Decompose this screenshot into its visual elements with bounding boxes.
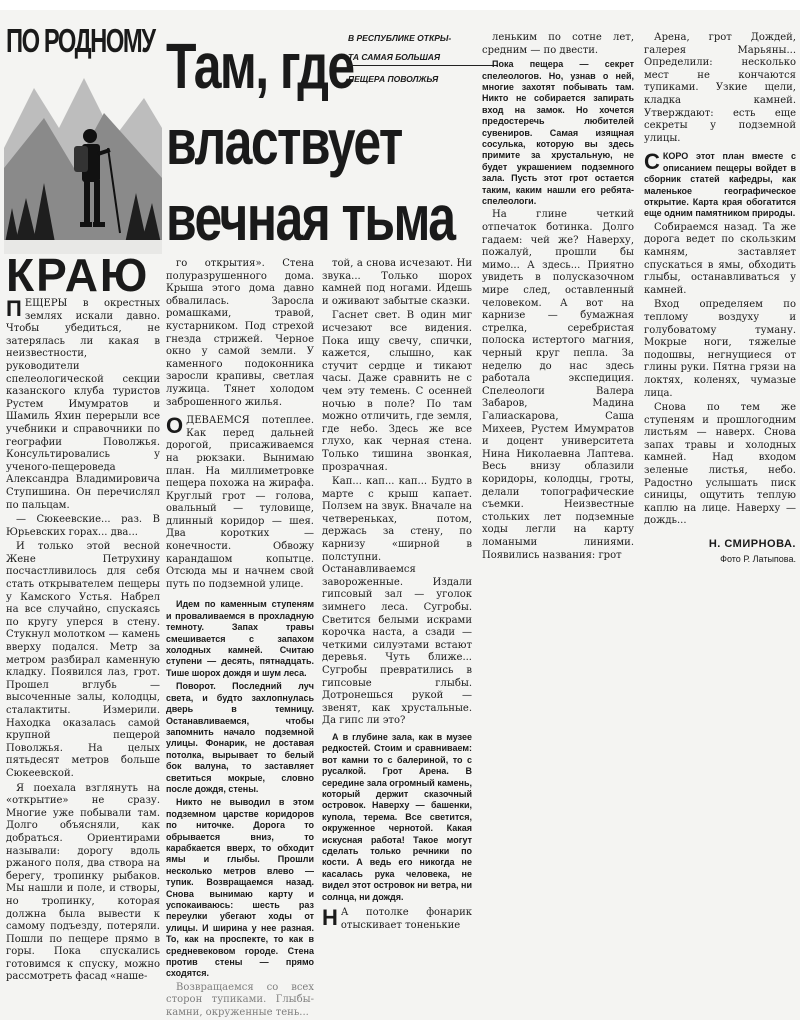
dropcap-p: П (6, 296, 22, 321)
col3-paragraph-1: той, а снова исчезают. Ни звука... Только шорох камней под ногами. Идешь и оживают забытые сказки. (322, 258, 472, 307)
col4-bold-1: Пока пещера — секрет спелеологов. Но, узнав о ней, многие захотят побывать там. Никто не собирается запирать вход на замок. Но хочется предостеречь любителей сувениров. Самая изящная сосулька, которую вы здесь примите за хрустальную, не будет украшением подземного зала. Пусть этот грот остается таким, каким нашли его ребята-спелеологи. (482, 59, 634, 207)
col3-paragraph-2: Гаснет свет. В один миг исчезают все видения. Пока ищу свечу, спички, кажется, слышно, как стучит сердце и тикают часы. Даже сравнить не с чем эту темень. С осенней ночью в поле? По там можно отличить, где земля, где небо. Здесь же все глухо, как черная стена. Только тишина звонкая, прозрачная. (322, 310, 472, 473)
author-signature: Н. СМИРНОВА. (708, 538, 796, 551)
kicker-line-3: ПЕЩЕРА ПОВОЛЖЬЯ (348, 74, 439, 84)
col2-paragraph-2: ДЕВАЕМСЯ потеплее. Как перед дальней дорогой, присаживаемся на рюкзаки. Вынимаю план. На миллиметровке пещера похожа на жирафа. Круглый грот — голова, овальный — туловище, длинный коридор — шея. Два коротких — конечности. Обвожу карандашом копытце. Отсюда мы и начнем свой путь по подземной улице. (166, 415, 314, 590)
col2-bold-block (166, 599, 314, 979)
col3-paragraph-4: А потолке фонарик отыскивает тоненькие (340, 907, 472, 931)
headline-line-1: Там, где (166, 30, 354, 102)
headline-line-2: властвует (166, 106, 402, 178)
col1-paragraph-1: ЕЩЕРЫ в окрестных землях искали давно. Чтобы убедиться, не затерялась ли какая в неизвестности, руководители спелеологической секции казанского клуба туристов Рустем Имумратов и Шамиль Яхин перерыли все учебники и справочники по географии Поволжья. Консультировались у ученого-пещероведа Александра Владимировича Ступишина. Он перечислял по пальцам. (6, 298, 160, 511)
kicker (348, 33, 498, 93)
col1-paragraph-4: Я поехала взглянуть на «открытие» не сразу. Многие уже побывали там. Долго объясняли, как добраться. Ориентирами называли: дорогу вдоль ржаного поля, два створа на берегу, тропинку рыбаков. Мы нашли и поле, и створы, но тропинку, которая должна была вывести к самому подъезду, потеряли. Пошли по пещере прямо в горы. Пока спускались готовимся к спуску, можно рассмотреть фасад «наше- (6, 782, 160, 983)
col3-bold-block (322, 732, 472, 903)
col5-bold-1: КОРО этот план вместе с описанием пещеры войдет в сборник статей кафедры, как маленькое географическое открытие. Карта края обогатится еще одним памятником природы. (644, 151, 796, 219)
column-3 (322, 258, 472, 931)
col4-paragraph-1: леньким по сотне лет, средним — по двести. (482, 32, 634, 56)
rubric-title-top: ПО РОДНОМУ (6, 22, 155, 59)
dropcap-s: С (644, 149, 660, 175)
col5-paragraph-1: Арена, грот Дождей, галерея Марьяны... Определили: несколько мест не кончаются тупиками. Узкие щели, кладка камней. Утверждают: есть еще секреты у подземной улицы. (644, 32, 796, 144)
column-1 (6, 296, 160, 983)
kicker-line-1: В РЕСПУБЛИКЕ ОТКРЫ- (348, 33, 452, 43)
headline-line-3: вечная тьма (166, 182, 455, 254)
col5-bold-block (644, 151, 796, 219)
column-2 (166, 258, 314, 1019)
dropcap-o: О (166, 413, 184, 439)
rubric-title-bottom: КРАЮ (6, 249, 150, 301)
col5-paragraph-4: Снова по тем же ступеням и прошлогодним листьям — наверх. Снова запах травы и холодных камней. Над входом зеленые листья, небо. Радостно услышать писк синицы, ощутить теплую каплю на лице. Наверху — дождь... (644, 402, 796, 527)
dropcap-n: Н (322, 905, 338, 931)
photo-credit: Фото Р. Латыпова. (720, 553, 796, 564)
col4-paragraph-2: На глине четкий отпечаток ботинка. Долго гадаем: чей же? Наверху, пожалуй, прошли бы мимо... А здесь... Приятно увидеть в полусказочном мире след, оставленный человеком. А вот на карнизе — бумажная стрелка, серебристая полоска истертого магния, черный круг пепла. За неделю до нас здесь работала экспедиция. Спелеологи Валера Забаров, Мадина Галиаскарова, Саша Михеев, Рустем Имумратов и доцент университета Нина Николаевна Лаптева. Весь внизу облазили коридоры, колодцы, гроты, делали топографические съемки. Неизвестные стольких лет подземные ходы легли на карту ломаными линиями. Появились названия: грот (482, 209, 634, 561)
col1-paragraph-2: — Сюкеевские... раз. В Юрьевских горах... два... (6, 514, 160, 538)
col4-bold-block (482, 59, 634, 207)
scan-edge (0, 0, 800, 10)
col2-bold-2: Поворот. Последний луч света, и будто захлопнулась дверь в темницу. Останавливаемся, чтобы запомнить начало подземной улицы. Фонарик, не доставая потолка, вырывает то белый бок валуна, то заставляет светиться мокрые, словно после дождя, стены. (166, 681, 314, 794)
col2-paragraph-1: го открытия». Стена полуразрушенного дома. Крыша этого дома давно обвалилась. Заросла ромашками, травой, кустарником. Под стрехой гнезда стрижей. Черное окно у самой земли. У каменного подоконника заросли крапивы, светлая лужица. Тянет холодом заброшенного жилья. (166, 258, 314, 408)
col5-paragraph-3: Вход определяем по теплому воздуху и голубоватому туману. Мокрые ноги, тяжелые подошвы, негнущиеся от глины руки. Пятна грязи на локтях, коленях, чумазые лица. (644, 299, 796, 399)
col2-bold-1: Идем по каменным ступеням и проваливаемся в прохладную темноту. Запах травы смешивается с запахом холодных камней. Считаю ступени — десять, пятнадцать. Тише шорох дождя и шум леса. (166, 599, 314, 678)
kicker-line-2: ТА САМАЯ БОЛЬШАЯ (348, 52, 498, 66)
col2-paragraph-3: Возвращаемся со всех сторон тупиками. Глыбы-камни, окруженные тень... (166, 981, 314, 1019)
col1-paragraph-3: И только этой весной Жене Петрухину посчастливилось для себя стать открывателем пещеры у Камского Устья. Набрел на все случайно, спускаясь по кругу уперся в стену. Стукнул молотком — камень вверху подался. Метр за метром разбирал каменную кладку. Появился лаз, грот. Прошел вглубь — высоченные залы, колодцы, сталактиты. Измерили. Находка оказалась самой крупной пещерой Поволжья. На целых пятьдесят метров больше Сюкеевской. (6, 541, 160, 779)
column-5 (644, 32, 796, 564)
col3-bold-1: А в глубине зала, как в музее редкостей. Стоим и сравниваем: вот камни то с балериной, то с русалкой. Грот Арена. В середине зала огромный камень, который держит сказочный островок. Наверху — башенки, купола, терема. Все светится, окруженное чернотой. Какая искусная работа! Такое могут сделать только речники по кости. А ведь его никогда не касалась рука человека, не видел этот островок ни ветра, ни солнца, ни дождя. (322, 731, 472, 902)
col5-paragraph-2: Собираемся назад. Та же дорога ведет по скользким камням, заставляет спускаться в ямы, обходить глыбы, останавливаться у камней. (644, 221, 796, 296)
column-4 (482, 32, 634, 561)
col3-paragraph-3: Кап... кап... кап... Будто в марте с крыш капает. Ползем на звук. Вначале на четвереньках, потом, держась за стену, по карнизу «ширной в полступни. Останавливаемся завороженные. Издали гипсовый зал — уголок зимнего леса. Сугробы. Светится белыми искрами корочка наста, а сзади — четкими силуэтами встают деревья. Чуть ближе... Сугробы превратились в гипсовые глыбы. Дотронешься рукой — звенят, как хрустальные. Да гипс ли это? (322, 476, 472, 727)
col2-bold-3: Никто не выводил в этом подземном царстве коридоров по ниточке. Дорога то обрывается вниз, то карабкается вверх, то обходит ямы и глыбы. Прошли несколько метров влево — тупик. Возвращаемся назад. Снова вынимаю карту и успокаиваюсь: шесть раз переулки убегают ходы от улицы. И ширина у нее разная. То, как на проспекте, то как в средневековом городе. Стена против стены — прямо сходятся. (166, 797, 314, 979)
